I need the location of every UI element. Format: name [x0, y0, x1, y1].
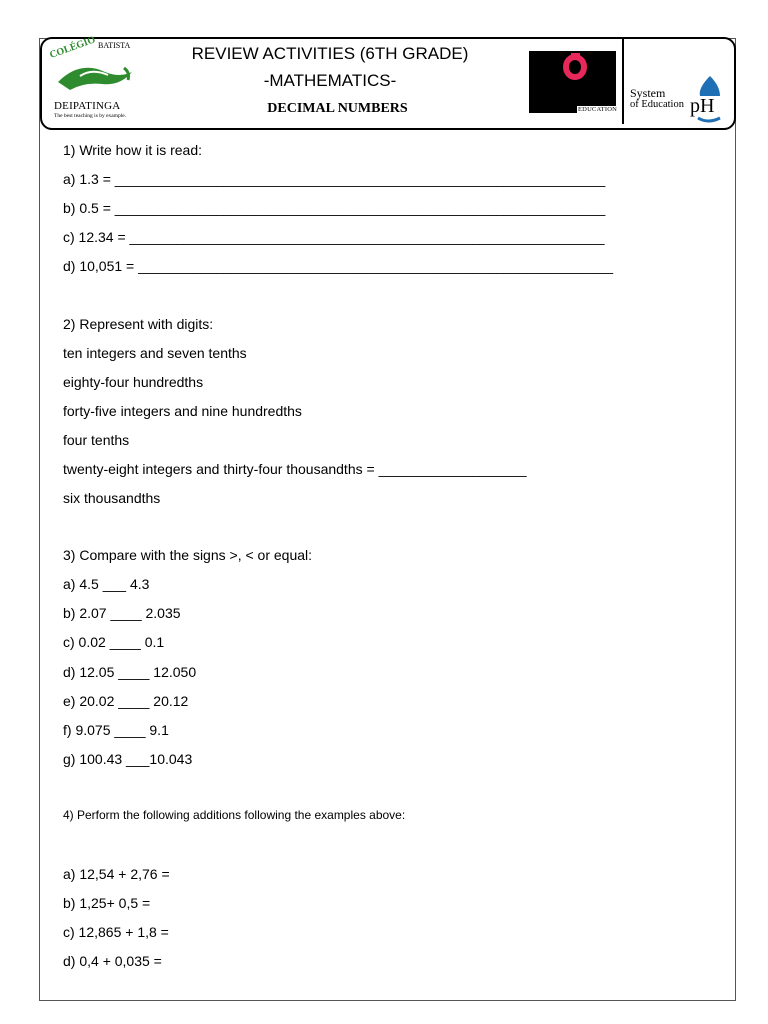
section3-item-b: b) 2.07 ____ 2.035	[63, 605, 181, 621]
school-city: DEIPATINGA	[54, 100, 121, 112]
section2-item-3: forty-five integers and nine hundredths	[63, 403, 302, 419]
batista-text: BATISTA	[98, 41, 131, 50]
section3-item-c: c) 0.02 ____ 0.1	[63, 634, 165, 650]
ph-text: pH	[690, 95, 715, 117]
section4-item-d: d) 0,4 + 0,035 =	[63, 953, 162, 969]
section4-heading: 4) Perform the following additions following the examples above:	[63, 808, 406, 822]
section3-item-d: d) 12.05 ____ 12.050	[63, 664, 197, 680]
section2-item-5: twenty-eight integers and thirty-four thousandths = ___________________	[63, 461, 527, 477]
education-system-label: of Education	[630, 99, 684, 110]
section2-item-6: six thousandths	[63, 490, 161, 506]
section1-item-d: d) 10,051 = _____________________________________________________________	[63, 258, 614, 274]
section1-heading: 1) Write how it is read:	[63, 142, 203, 158]
section1-item-b: b) 0.5 = _______________________________________________________________	[63, 200, 606, 216]
section3-heading: 3) Compare with the signs >, < or equal:	[63, 547, 313, 563]
header-divider	[622, 38, 624, 124]
section1-item-c: c) 12.34 = _____________________________________________________________	[63, 229, 605, 245]
section3-item-g: g) 100.43 ___10.043	[63, 751, 193, 767]
system-label: System	[630, 86, 666, 100]
section2-item-2: eighty-four hundredths	[63, 374, 204, 390]
section3-item-f: f) 9.075 ____ 9.1	[63, 722, 169, 738]
section1-item-a: a) 1.3 = _______________________________________________________________	[63, 171, 606, 187]
subject-title: -MATHEMATICS-	[263, 71, 397, 90]
section2-heading: 2) Represent with digits:	[63, 316, 214, 332]
education-logo	[529, 51, 616, 113]
ph-logo	[688, 74, 724, 124]
section3-item-a: a) 4.5 ___ 4.3	[63, 576, 150, 592]
section2-item-4: four tenths	[63, 432, 130, 448]
education-label: EDUCATION	[578, 106, 617, 113]
topic-title: DECIMAL NUMBERS	[267, 101, 408, 116]
school-tagline: The best teaching is by example.	[54, 113, 127, 119]
colegio-text: COLÉGIO	[48, 34, 97, 61]
section4-item-a: a) 12,54 + 2,76 =	[63, 866, 170, 882]
section4-item-b: b) 1,25+ 0,5 =	[63, 895, 151, 911]
section4-item-c: c) 12,865 + 1,8 =	[63, 924, 169, 940]
section2-item-1: ten integers and seven tenths	[63, 345, 247, 361]
section3-item-e: e) 20.02 ____ 20.12	[63, 693, 189, 709]
page-title: REVIEW ACTIVITIES (6TH GRADE)	[191, 44, 469, 63]
